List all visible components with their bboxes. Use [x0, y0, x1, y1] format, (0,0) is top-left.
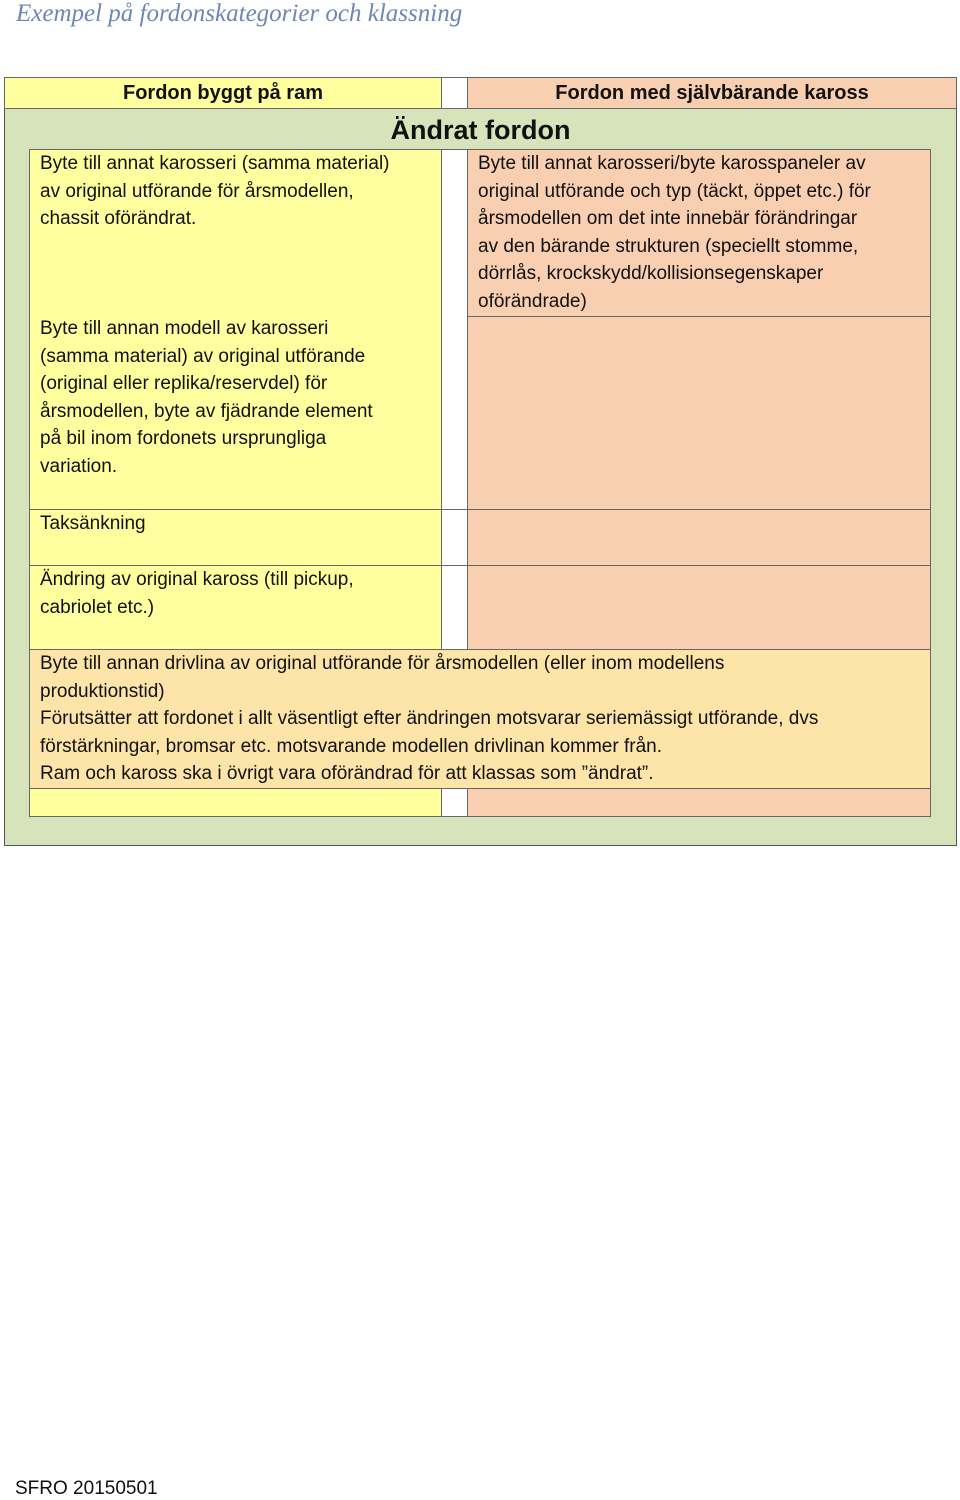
right-cell-empty-2 — [467, 509, 931, 566]
section-title: Ändrat fordon — [390, 115, 571, 145]
footer-text: SFRO 20150501 — [15, 1478, 158, 1499]
spacer-cell-3 — [441, 565, 468, 650]
header-sjalvbarande: Fordon med självbärande kaross — [467, 77, 957, 109]
header-ram: Fordon byggt på ram — [4, 77, 442, 109]
document-title: Exempel på fordonskategorier och klassning — [16, 0, 463, 27]
right-cell-karosspaneler: Byte till annat karosseri/byte karosspaneler av original utförande och typ (täckt, öppet etc.) för årsmodellen om det inte innebär förändringar av den bärande strukturen (speciellt stomme, dörrlås, krockskydd/kollisionsegenskaper oförändrade) — [467, 149, 931, 317]
bottom-left-empty — [29, 788, 442, 817]
spacer-cell-1 — [441, 149, 468, 510]
bottom-spacer — [441, 788, 468, 817]
spacer-cell-2 — [441, 509, 468, 566]
right-cell-empty-1 — [467, 316, 931, 510]
wide-cell-drivlina: Byte till annan drivlina av original utförande för årsmodellen (eller inom modellens produktionstid) Förutsätter att fordonet i allt väsentligt efter ändringen motsvarar seriemässigt utförande, dvs förstärkningar, bromsar etc. motsvarande modellen drivlinan kommer från. Ram och kaross ska i övrigt vara oförändrad för att klassas som ”ändrat”. — [29, 649, 931, 789]
bottom-right-empty — [467, 788, 931, 817]
left-cell-taksankning: Taksänkning — [29, 509, 442, 566]
right-cell-empty-3 — [467, 565, 931, 650]
left-cell-andring-kaross: Ändring av original kaross (till pickup, cabriolet etc.) — [29, 565, 442, 650]
left-cell-karosseri: Byte till annat karosseri (samma material) av original utförande för årsmodellen, chassit oförändrat. Byte till annan modell av karosseri (samma material) av original utförande (original eller replika/reservdel) för årsmodellen, byte av fjädrande element på bil inom fordonets ursprungliga variation. — [29, 149, 442, 510]
header-spacer — [441, 77, 468, 109]
